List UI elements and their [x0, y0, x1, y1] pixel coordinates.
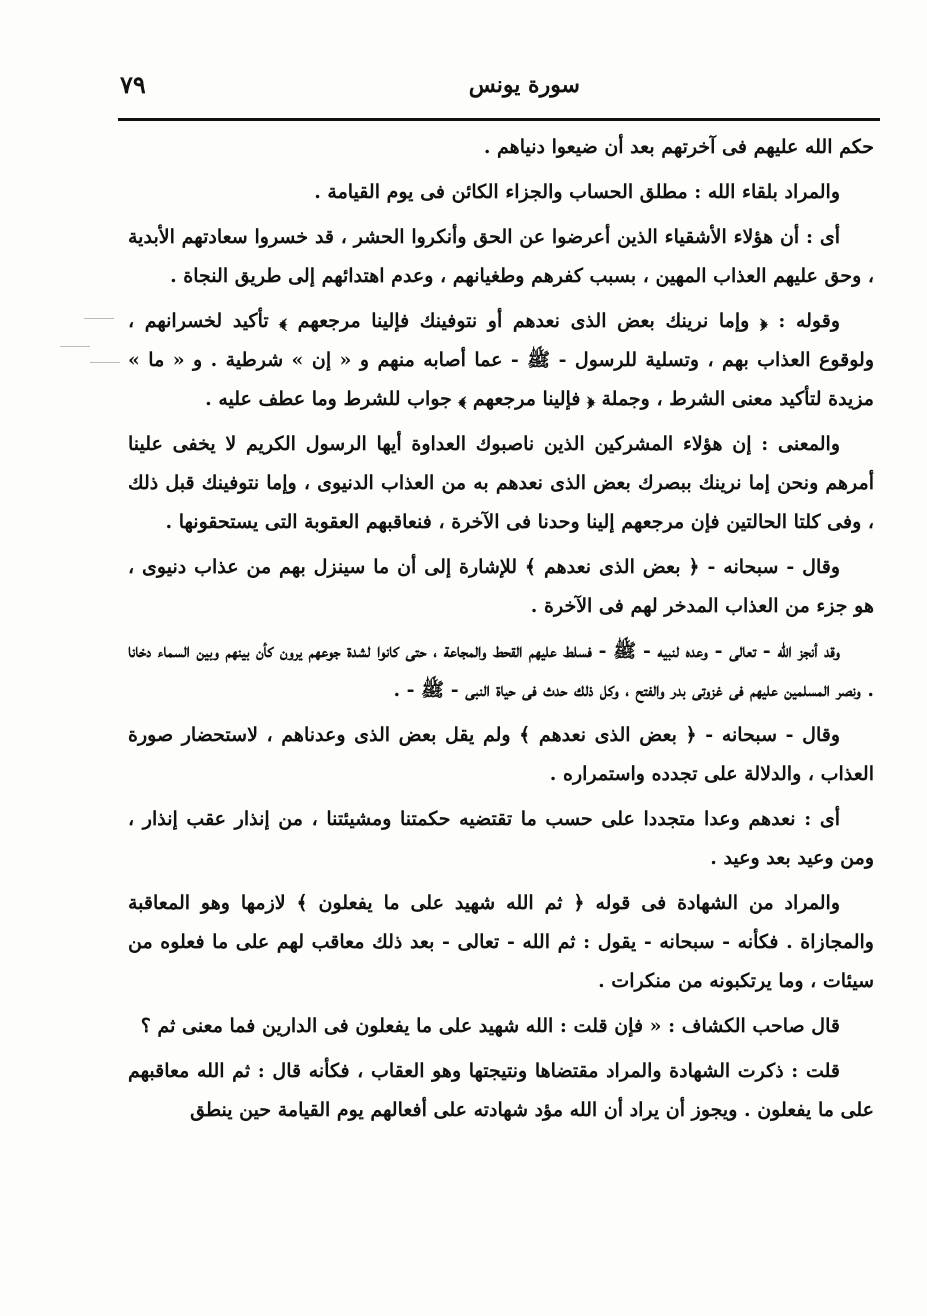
header-rule: [118, 118, 880, 121]
margin-mark: [90, 362, 120, 363]
paragraph: حكم الله عليهم فى آخرتهم بعد أن ضيعوا دنياهم .: [483, 136, 874, 158]
margin-mark: [84, 318, 114, 319]
paragraph: والمراد من الشهادة فى قوله ﴿ ثم الله شهيد على ما يفعلون ﴾ لازمها وهو المعاقبة والمجازاة . فكأنه - سبحانه - يقول : ثم الله - تعالى - بعد ذلك معاقب لهم على ما فعلوه من سيئات ، وما يرتكبونه من منكرات .: [128, 892, 874, 992]
paragraph: وقد أنجز الله - تعالى - وعده لنبيه - ﷺ - فسلط عليهم القحط والمجاعة ، حتى كانوا لشدة جوعهم يرون كأن بينهم وبين السماء دخانا . ونصر المسلمين عليهم فى غزوتى بدر والفتح ، وكل ذلك حدث فى حياة النبى - ﷺ - .: [128, 640, 874, 701]
paragraph: قال صاحب الكشاف : « فإن قلت : الله شهيد على ما يفعلون فى الدارين فما معنى ثم ؟: [140, 1015, 840, 1037]
paragraph: وقال - سبحانه - ﴿ بعض الذى نعدهم ﴾ للإشارة إلى أن ما سينزل بهم من عذاب دنيوى ، هو جزء من العذاب المدخر لهم فى الآخرة .: [128, 556, 874, 617]
paragraph: أى : نعدهم وعدا متجددا على حسب ما تقتضيه حكمتنا ومشيئتنا ، من إنذار عقب إنذار ، ومن وعيد بعد وعيد .: [128, 808, 874, 869]
paragraph: قلت : ذكرت الشهادة والمراد مقتضاها ونتيجتها وهو العقاب ، فكأنه قال : ثم الله معاقبهم على ما يفعلون . ويجوز أن يراد أن الله مؤد شهادته على أفعالهم يوم القيامة حين ينطق: [128, 1060, 874, 1121]
paragraph: أى : أن هؤلاء الأشقياء الذين أعرضوا عن الحق وأنكروا الحشر ، قد خسروا سعادتهم الأبدية ، وحق عليهم العذاب المهين ، بسبب كفرهم وطغيانهم ، وعدم اهتدائهم إلى طريق النجاة .: [128, 226, 874, 287]
paragraph: والمراد بلقاء الله : مطلق الحساب والجزاء الكائن فى يوم القيامة .: [314, 181, 840, 203]
paragraph: وقوله : ﴿ وإما نرينك بعض الذى نعدهم أو نتوفينك فإلينا مرجعهم ﴾ تأكيد لخسرانهم ، ولوقوع العذاب بهم ، وتسلية للرسول - ﷺ - عما أصابه منهم و « إن » شرطية . و « ما » مزيدة لتأكيد معنى الشرط ، وجملة ﴿ فإلينا مرجعهم ﴾ جواب للشرط وما عطف عليه .: [128, 310, 874, 410]
page-number: ٧٩: [120, 70, 146, 99]
page-header: [120, 62, 880, 112]
surah-title: سورة يونس: [468, 72, 580, 98]
margin-mark: [60, 346, 90, 347]
paragraph: والمعنى : إن هؤلاء المشركين الذين ناصبوك العداوة أيها الرسول الكريم لا يخفى علينا أمرهم ونحن إما نرينك ببصرك بعض الذى نعدهم به من العذاب الدنيوى ، وإما نتوفينك قبل ذلك ، وفى كلتا الحالتين فإن مرجعهم إلينا وحدنا فى الآخرة ، فنعاقبهم العقوبة التى يستحقونها .: [128, 433, 874, 533]
paragraph: وقال - سبحانه - ﴿ بعض الذى نعدهم ﴾ ولم يقل بعض الذى وعدناهم ، لاستحضار صورة العذاب ، والدلالة على تجدده واستمراره .: [128, 724, 874, 785]
body-text: [128, 128, 874, 1298]
